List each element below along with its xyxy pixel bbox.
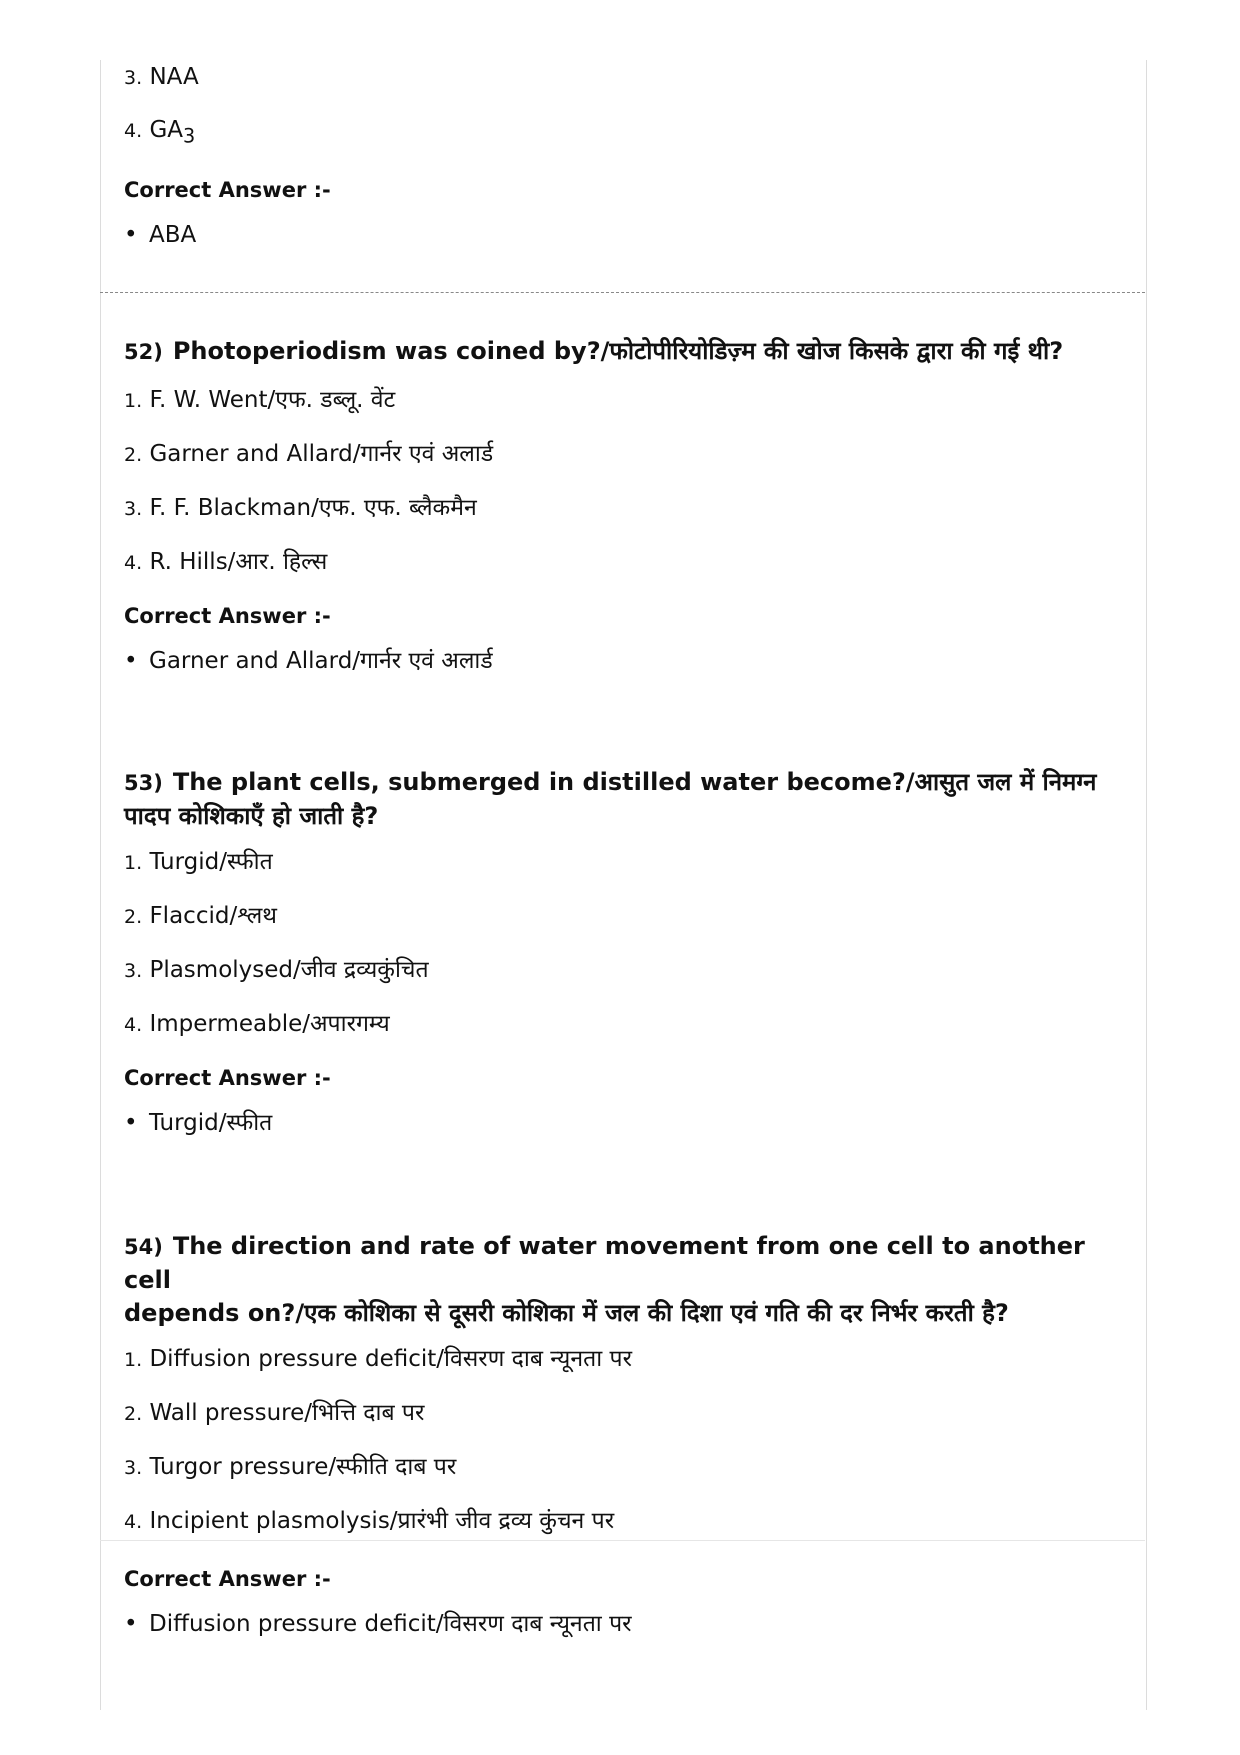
option-1: 1. F. W. Went/एफ. डब्लू. वेंट	[124, 387, 396, 413]
question-separator	[100, 292, 1145, 293]
option-2: 2. Wall pressure/भित्ति दाब पर	[124, 1400, 425, 1426]
question-52	[124, 335, 1134, 676]
option-4: 4. R. Hills/आर. हिल्स	[124, 549, 328, 575]
question-title: 53) The plant cells, submerged in distilled water become?/आसुत जल में निमग्न पादप कोशिकाएँ हो जाती है?	[124, 768, 1097, 830]
correct-answer: • Garner and Allard/गार्नर एवं अलार्ड	[124, 648, 493, 674]
option-4: 4. Impermeable/अपारगम्य	[124, 1011, 390, 1037]
option-3: 3. Turgor pressure/स्फीति दाब पर	[124, 1454, 457, 1480]
correct-answer-label: Correct Answer :-	[124, 604, 331, 628]
option-3: 3. Plasmolysed/जीव द्रव्यकुंचित	[124, 957, 429, 983]
correct-answer: • ABA	[124, 221, 197, 248]
option-1: 1. Turgid/स्फीत	[124, 849, 273, 875]
option-4: 4. Incipient plasmolysis/प्रारंभी जीव द्रव्य कुंचन पर	[124, 1508, 615, 1534]
option-1: 1. Diffusion pressure deficit/विसरण दाब न्यूनता पर	[124, 1346, 632, 1372]
correct-answer: • Diffusion pressure deficit/विसरण दाब न्यूनता पर	[124, 1611, 632, 1637]
question-title: 54) The direction and rate of water movement from one cell to another cell depends on?/एक कोशिका से दूसरी कोशिका में जल की दिशा एवं गति की दर निर्भर करती है?	[124, 1232, 1085, 1327]
correct-answer-label: Correct Answer :-	[124, 1567, 331, 1591]
question-54	[124, 1230, 1134, 1639]
question-53	[124, 766, 1134, 1138]
option-2: 2. Flaccid/श्लथ	[124, 903, 277, 929]
option-3: 3. NAA	[124, 64, 199, 90]
option-2: 2. Garner and Allard/गार्नर एवं अलार्ड	[124, 441, 494, 467]
question-title: 52) Photoperiodism was coined by?/फोटोपीरियोडिज़्म की खोज किसके द्वारा की गई थी?	[124, 337, 1064, 365]
correct-answer-label: Correct Answer :-	[124, 1066, 331, 1090]
option-4: 4. $GA_3$	[124, 117, 196, 148]
correct-answer-label: Correct Answer :-	[124, 177, 331, 202]
prev-question-tail	[124, 62, 1134, 250]
correct-answer: • Turgid/स्फीत	[124, 1110, 273, 1136]
option-3: 3. F. F. Blackman/एफ. एफ. ब्लैकमैन	[124, 495, 477, 521]
